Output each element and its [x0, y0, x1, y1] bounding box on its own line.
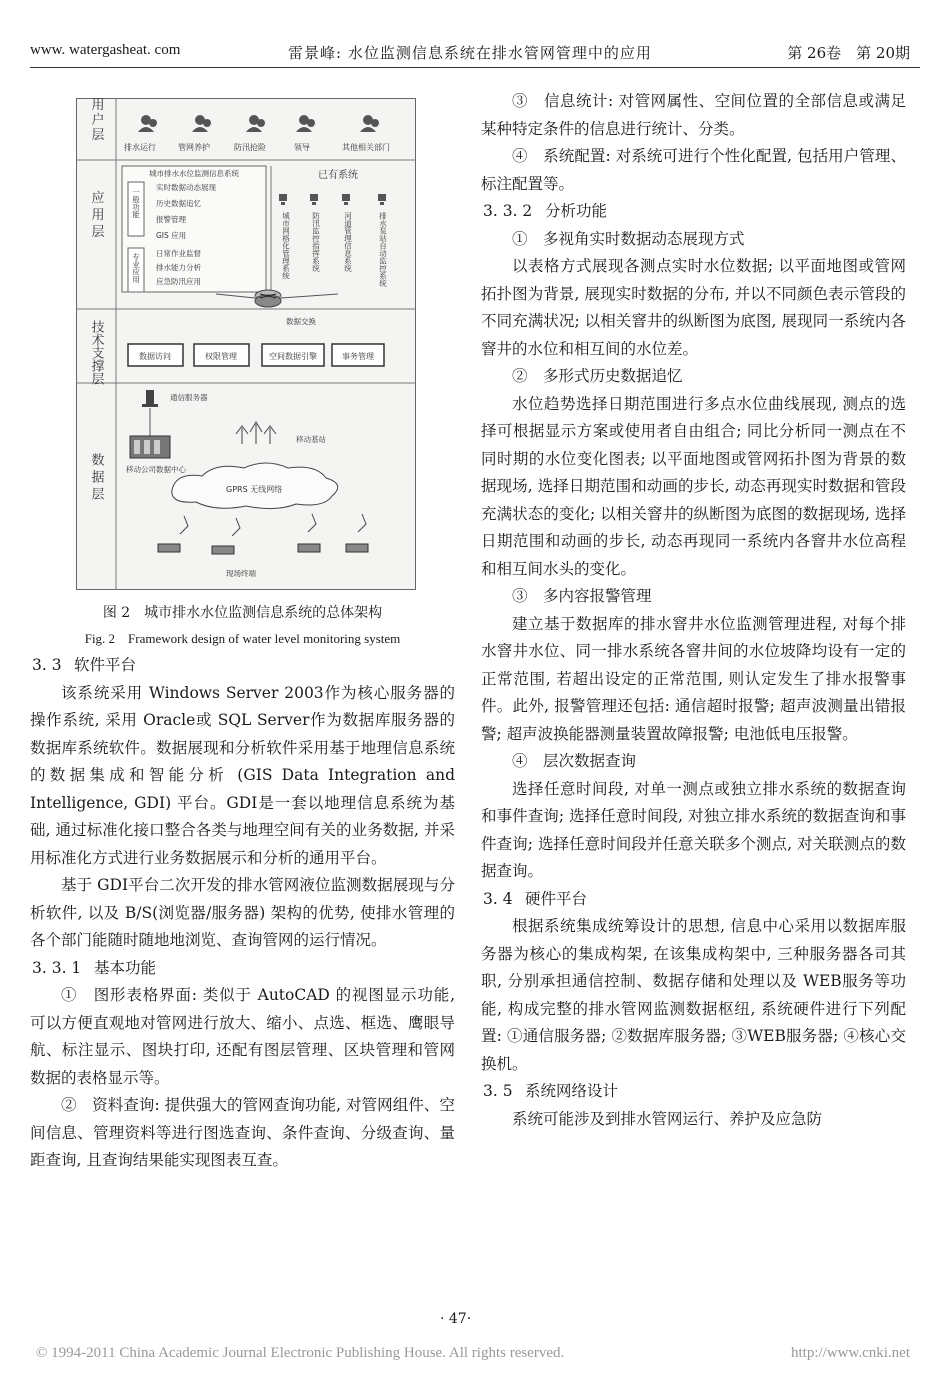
paragraph: 选择任意时间段, 对单一测点或独立排水系统的数据查询和事件查询; 选择任意时间段, 对独立排水系统的数据查询和事件查询; 选择任意时间段并任意关联多个测点, 对关联测点的数据查询。 — [481, 779, 906, 880]
user-label: 领导 — [294, 143, 310, 152]
paragraph: 建立基于数据库的排水窨井水位监测管理进程, 对每个排水窨井水位、同一排水系统各窨井间的水位坡降均设有一定的正常范围, 若超出设定的正常范围, 则认定发生了排水报警事件。此外, 报警管理还包括: 通信超时报警; 超声波测量出错报警; 超声波换能器测量装置故障报警; 电池低电压报警。 — [481, 614, 906, 743]
layer-tech-label: 技术支撑层 — [88, 320, 104, 385]
subheading: ② 多形式历史数据追忆 — [512, 367, 683, 385]
mobile-station-label: 移动基站 — [296, 435, 326, 444]
data-center-icon — [130, 436, 170, 458]
section-heading-3-4: 3. 4 硬件平台 — [483, 889, 588, 908]
general-item: 报警管理 — [156, 215, 186, 224]
gprs-label: GPRS 无线网络 — [226, 485, 283, 494]
pro-item: 应急防汛应用 — [156, 277, 201, 286]
general-item: GIS 应用 — [156, 231, 187, 240]
paragraph: ② 资料查询: 提供强大的管网查询功能, 对管网组件、空间信息、管理资料等进行图选查询、条件查询、分级查询、量距查询, 且查询结果能实现图表互查。 — [30, 1096, 455, 1169]
pro-application-label: 专业应用 — [131, 253, 141, 283]
general-item: 实时数据动态展现 — [156, 183, 216, 192]
tech-box-label: 空间数据引擎 — [269, 352, 317, 361]
pro-item: 排水能力分析 — [156, 263, 201, 272]
tech-box-label: 权限管理 — [205, 352, 237, 361]
running-header — [30, 38, 920, 68]
existing-system-name: 河道管理信息系统 — [343, 212, 353, 272]
subheading: ① 多视角实时数据动态展现方式 — [512, 229, 745, 248]
paragraph: 以表格方式展现各测点实时水位数据; 以平面地图或管网拓扑图为背景, 展现实时数据的分布, 并以不同颜色表示管段的不同充满状况; 以相关窨井的纵断图为底图, 展现同一系统内各窨井的水位和相互间的水位差。 — [481, 257, 906, 358]
copyright-footer — [36, 1345, 916, 1362]
existing-systems-title: 已有系统 — [318, 170, 358, 181]
general-item: 历史数据追忆 — [156, 199, 201, 208]
user-label: 防汛抢险 — [234, 143, 266, 152]
data-exchange-label: 数据交换 — [286, 317, 316, 326]
layer-data-label: 数据层 — [88, 453, 104, 504]
antenna-icon — [236, 422, 276, 444]
paragraph: 根据系统集成统筹设计的思想, 信息中心采用以数据库服务器为核心的集成构架, 在该集成构架中, 三种服务器各司其职, 分别承担通信控制、数据存储和处理以及 WEB服务等功能, 构成完整的排水管网监测数据枢纽, 系统硬件进行下列配置: ①通信服务器; ②数据库服务器; ③WEB服务器; ④核心交换机。 — [481, 917, 906, 1073]
cnki-url: http://www.cnki.net — [790, 1345, 910, 1361]
app-system-title: 城市排水水位监测信息系统 — [149, 169, 239, 178]
section-heading-3-5: 3. 5 系统网络设计 — [483, 1082, 619, 1100]
copyright-text: © 1994-2011 China Academic Journal Electronic Publishing House. All rights reserved. — [36, 1345, 565, 1361]
existing-system-name: 防汛监控指挥系统 — [311, 212, 321, 272]
right-column — [481, 88, 906, 1133]
paragraph: ③ 信息统计: 对管网属性、空间位置的全部信息或满足某种特定条件的信息进行统计、分类。 — [481, 92, 906, 138]
existing-system-name: 城市网格化管理系统 — [281, 212, 291, 280]
paragraph: 该系统采用 Windows Server 2003作为核心服务器的操作系统, 采用 Oracle或 SQL Server作为数据库服务器的数据库系统软件。数据展现和分析软件采用基于地理信息系统的数据集成和智能分析 (GIS Data Integration and Intelligence, GDI) 平台。GDI是一套以地理信息系统为基础, 通过标准化接口整合各类与地理空间有关的业务数据, 并采用标准化方式进行业务数据展示和分析的通用平台。 — [30, 683, 455, 867]
article-title-header: 雷景峰: 水位监测信息系统在排水管网管理中的应用 — [288, 44, 652, 62]
paragraph: ④ 系统配置: 对系统可进行个性化配置, 包括用户管理、标注配置等。 — [481, 147, 906, 193]
journal-url: www. watergasheat. com — [30, 42, 181, 58]
figure-caption-cn: 图 2 城市排水水位监测信息系统的总体架构 — [102, 605, 383, 621]
volume-issue: 第 26卷 第 20期 — [787, 44, 910, 62]
layer-user-label: 用户层 — [88, 98, 104, 143]
subheading: ③ 多内容报警管理 — [512, 587, 652, 605]
user-label: 其他相关部门 — [342, 143, 390, 152]
figure-caption-en: Fig. 2 Framework design of water level monitoring system — [84, 631, 401, 646]
general-function-label: 一般功能 — [131, 188, 141, 218]
mobile-center-label: 移动公司数据中心 — [126, 465, 186, 474]
layer-app-label: 应用层 — [88, 190, 104, 242]
user-label: 排水运行 — [124, 143, 156, 152]
paragraph: ① 图形表格界面: 类似于 AutoCAD 的视图显示功能, 可以方便直观地对管网进行放大、缩小、点选、框选、鹰眼导航、标注显示、图块打印, 还配有图层管理、区块管理和管网数据的表格显示等。 — [30, 986, 455, 1087]
paragraph: 系统可能涉及到排水管网运行、养护及应急防 — [512, 1109, 823, 1128]
paragraph: 水位趋势选择日期范围进行多点水位曲线展现, 测点的选择可根据显示方案或使用者自由组合; 同比分析同一测点在不同时期的水位变化图表; 以平面地图或管网拓扑图为背景的数据现场, 选择日期范围和动画的步长, 动态再现实时数据和管段充满状态的变化; 以相关窨井的纵断图为底图的数据现场, 选择日期范围和动画的步长, 动态再现同一系统内各窨井水位高程和相互间水头的变化。 — [481, 394, 906, 578]
page-number: · 47· — [440, 1311, 472, 1327]
left-column — [30, 652, 455, 1175]
paragraph: 基于 GDI平台二次开发的排水管网液位监测数据展现与分析软件, 以及 B/S(浏览器/服务器) 架构的优势, 使排水管理的各个部门能随时随地地浏览、查询管网的运行情况。 — [30, 876, 455, 949]
router-icon — [255, 290, 281, 307]
section-heading-3-3: 3. 3 软件平台 — [32, 656, 137, 674]
comm-server-label: 通信服务器 — [170, 393, 208, 402]
tech-box-label: 数据访问 — [139, 352, 171, 361]
subheading: ④ 层次数据查询 — [512, 752, 637, 770]
field-terminal-label: 现场终端 — [226, 569, 256, 578]
pro-item: 日常作业监督 — [156, 249, 201, 258]
tech-box-label: 事务管理 — [342, 352, 374, 361]
figure-architecture — [76, 98, 416, 590]
existing-system-name: 排水泵站自动监控系统 — [378, 212, 388, 287]
header-rule — [30, 67, 920, 68]
user-label: 管网养护 — [178, 143, 210, 152]
section-heading-3-3-1: 3. 3. 1 基本功能 — [32, 958, 157, 977]
section-heading-3-3-2: 3. 3. 2 分析功能 — [483, 202, 608, 220]
